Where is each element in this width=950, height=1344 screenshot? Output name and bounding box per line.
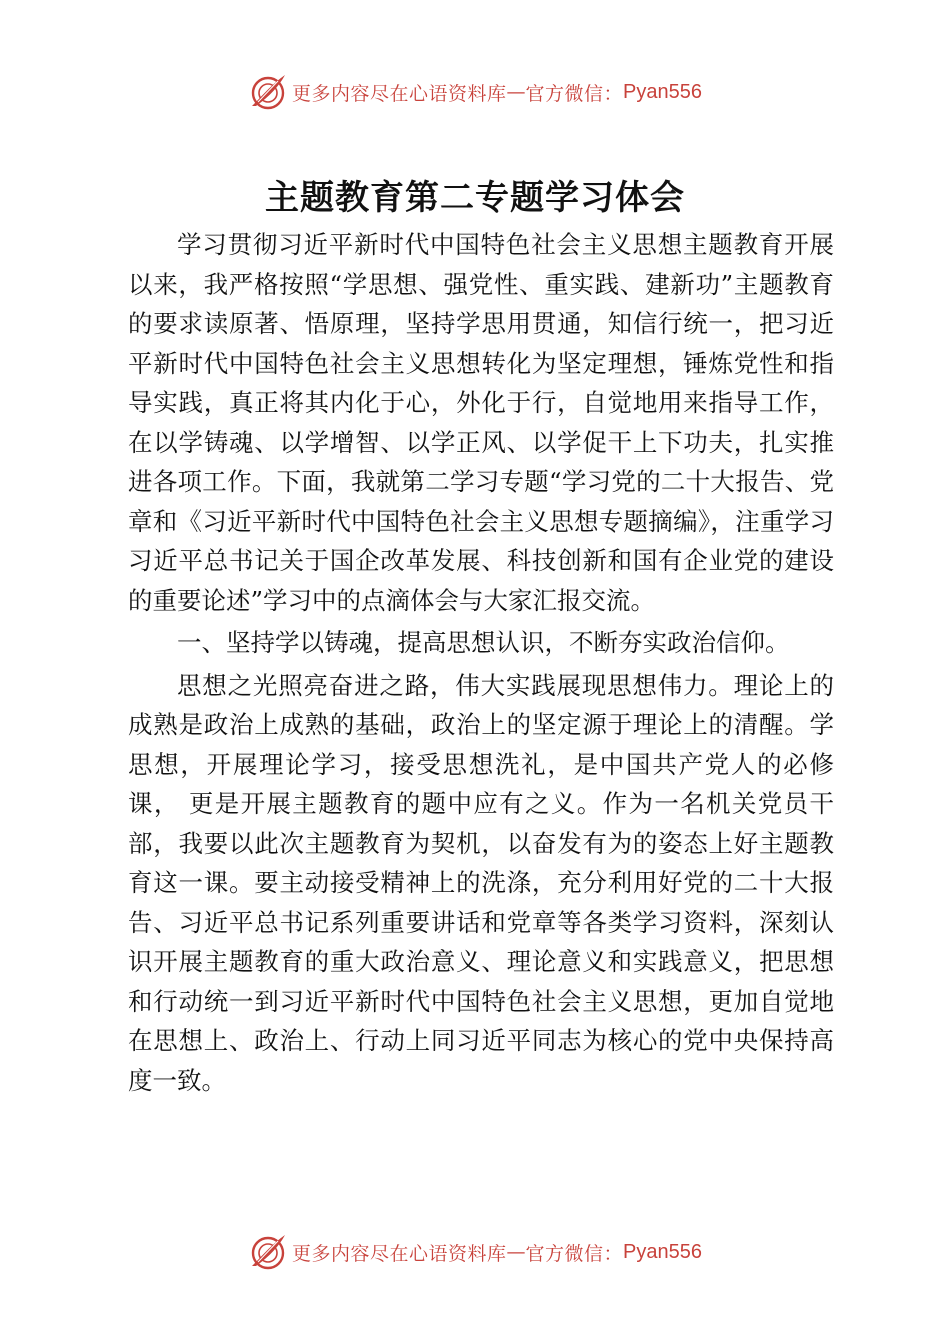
banner-wechat-label: 官方微信： bbox=[525, 1242, 624, 1265]
banner-separator: — bbox=[506, 1241, 526, 1263]
header-banner bbox=[0, 70, 950, 114]
banner-text: 更多内容尽在心语资料库 bbox=[292, 1242, 507, 1265]
document-title: 主题教育第二专题学习体会 bbox=[265, 178, 685, 218]
document-body bbox=[128, 225, 834, 1100]
banner-wechat-id: Pyan556 bbox=[623, 1240, 702, 1263]
banner-separator: — bbox=[506, 81, 526, 103]
paragraph-intro: 学习贯彻习近平新时代中国特色社会主义思想主题教育开展以来，我严格按照“学思想、强党性、重实践、建新功”主题教育的要求读原著、悟原理，坚持学思用贯通，知信行统一，把习近平新时代中国特色社会主义思想转化为坚定理想，锤炼党性和指导实践，真正将其内化于心，外化于行，自觉地用来指导工作，在以学铸魂、以学增智、以学正风、以学促干上下功夫，扎实推进各项工作。下面，我就第二学习专题“学习党的二十大报告、党章和《习近平新时代中国特色社会主义思想专题摘编》，注重学习习近平总书记关于国企改革发展、科技创新和国有企业党的建设的重要论述”学习中的点滴体会与大家汇报交流。 bbox=[128, 230, 834, 615]
banner-wechat-id: Pyan556 bbox=[623, 80, 702, 103]
paragraph-heading-one: 一、坚持学以铸魂，提高思想认识，不断夯实政治信仰。 bbox=[177, 628, 790, 657]
banner-wechat-label: 官方微信： bbox=[525, 82, 624, 105]
banner-text: 更多内容尽在心语资料库 bbox=[292, 82, 507, 105]
quill-logo-icon bbox=[248, 1232, 288, 1272]
footer-banner bbox=[0, 1230, 950, 1274]
quill-logo-icon bbox=[248, 72, 288, 112]
paragraph-thought: 思想之光照亮奋进之路，伟大实践展现思想伟力。理论上的成熟是政治上成熟的基础，政治上的坚定源于理论上的清醒。学思想，开展理论学习，接受思想洗礼，是中国共产党人的必修课， 更是开展主题教育的题中应有之义。作为一名机关党员干部，我要以此次主题教育为契机，以奋发有为的姿态上好主题教育这一课。要主动接受精神上的洗涤，充分利用好党的二十大报告、习近平总书记系列重要讲话和党章等各类学习资料，深刻认识开展主题教育的重大政治意义、理论意义和实践意义，把思想和行动统一到习近平新时代中国特色社会主义思想，更加自觉地在思想上、政治上、行动上同习近平同志为核心的党中央保持高度一致。 bbox=[128, 670, 834, 1095]
